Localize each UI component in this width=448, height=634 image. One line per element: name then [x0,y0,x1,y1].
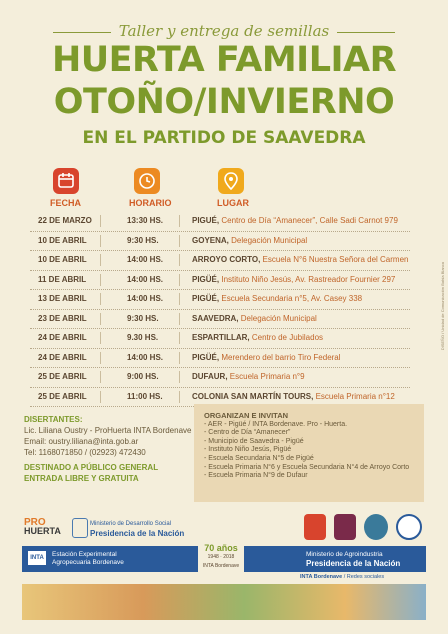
row-detail: Escuela Primaria n°12 [315,391,395,401]
ministerio-desarrollo-logo [90,520,184,538]
row-fecha: 22 DE MARZO [38,216,92,225]
destinado-line2: ENTRADA LIBRE Y GRATUITA [24,474,139,483]
row-fecha: 24 DE ABRIL [38,352,87,362]
row-horario: 9:30 HS. [127,235,159,245]
estacion-line2: Agropecuaria Bordenave [52,559,124,566]
ministerio-agro-logo [306,550,400,568]
presidencia-agro-text: Presidencia de la Nación [306,559,401,568]
row-place: PIGUÉ, [192,216,220,225]
subtitle: EN EL PARTIDO DE SAAVEDRA [82,128,366,148]
title-line2: OTOÑO/INVIERNO [53,82,395,122]
row-detail: Escuela Primaria n°9 [229,372,305,381]
row-place: ARROYO CORTO, [192,255,261,264]
column-header-horario: HORARIO [129,198,172,208]
schedule-row [30,310,410,330]
redes-sociales [300,574,384,580]
row-detail: Delegación Municipal [240,313,317,323]
row-horario: 9:30 HS. [127,313,159,323]
prohuerta-huerta: HUERTA [24,526,61,536]
organizan-item: - Escuela Primaria N°9 de Dufaur [204,472,308,480]
shield-icon [72,518,88,538]
ministerio-desarrollo-text: Ministerio de Desarrollo Social [90,521,172,527]
footer-illustration [22,584,426,620]
schedule-row [30,329,410,349]
instituto-logo [334,514,356,540]
disertantes-title: DISERTANTES: [24,415,83,424]
inta-band [22,543,426,572]
row-detail: Merendero del barrio Tiro Federal [221,352,341,362]
anos-range: 1948 · 2018 [207,554,235,560]
prohuerta-pro: PRO [24,517,46,528]
anos-inta: INTA Bordenave [202,563,240,569]
presidencia-text: Presidencia de la Nación [90,529,185,538]
organizan-title: ORGANIZAN E INVITAN [204,411,289,420]
organizan-item: - Escuela Primaria N°6 y Escuela Secundaria N°4 de Arroyo Corto [204,463,410,471]
schedule-row [30,368,410,388]
destinado-block [24,462,158,484]
organizan-item: - AER - Pigüé / INTA Bordenave. Pro - Huerta. [204,420,348,428]
estacion-line1: Estación Experimental [52,551,117,558]
row-place: ESPARTILLAR, [192,333,250,342]
schedule-row [30,232,410,252]
clock-icon [134,168,160,194]
schedule-row [30,271,410,291]
schedule-row [30,349,410,369]
row-detail: Delegación Municipal [231,235,308,245]
row-fecha: 13 DE ABRIL [38,294,87,303]
organizan-item: - Escuela Secundaria N°5 de Pigüé [204,454,314,462]
row-place: DUFAUR, [192,372,228,381]
schedule-table [30,212,410,407]
redes-name: INTA Bordenave [300,574,343,580]
row-fecha: 10 DE ABRIL [38,255,87,264]
row-fecha: 11 DE ABRIL [38,274,87,284]
row-detail: Escuela N°6 Nuestra Señora del Carmen [262,255,409,264]
kicker: Taller y entrega de semillas [0,22,448,40]
70-anos-logo [198,538,244,574]
row-horario: 14:00 HS. [127,274,164,284]
row-horario: 9.30 HS. [127,333,159,342]
row-detail: Instituto Niño Jesús, Av. Rastreador Fournier 297 [221,274,396,284]
municipio-logo [304,514,326,540]
row-fecha: 10 DE ABRIL [38,235,87,245]
row-horario: 14:00 HS. [127,352,164,362]
disertantes-block [24,414,194,458]
row-horario: 9:00 HS. [127,372,159,381]
disertantes-name: Lic. Liliana Oustry - ProHuerta INTA Bordenave [24,426,192,435]
row-place: GOYENA, [192,235,229,245]
schedule-row [30,212,410,232]
inta-logo: INTA [28,551,46,565]
organizan-box [194,404,424,502]
prohuerta-logo [24,518,61,536]
destinado-line1: DESTINADO A PÚBLICO GENERAL [24,463,159,472]
side-credit: DISEÑO / Unidad de Comunicación Bahía Blanca [440,262,445,351]
row-place: COLONIA SAN MARTÍN TOURS, [192,391,314,401]
row-place: PIGÜÉ, [192,352,220,362]
ministerio-agro-text: Ministerio de Agroindustria [306,551,383,558]
row-detail: Centro de Día “Amanecer”, Calle Sadi Carnot 979 [221,216,398,225]
row-fecha: 24 DE ABRIL [38,333,87,342]
disertantes-email: Email: oustry.liliana@inta.gob.ar [24,437,139,446]
column-header-fecha: FECHA [50,198,81,208]
row-fecha: 23 DE ABRIL [38,313,87,323]
anos-text: 70 años [204,543,238,553]
row-horario: 13:30 HS. [127,216,164,225]
disertantes-phone: Tel: 1168071850 / (02923) 472430 [24,448,146,457]
row-horario: 14:00 HS. [127,294,164,303]
column-header-lugar: LUGAR [217,198,249,208]
row-horario: 11:00 HS. [127,391,163,401]
organizan-item: - Centro de Día “Amanecer” [204,429,291,437]
row-fecha: 25 DE ABRIL [38,372,87,381]
centro-de-dia-logo [396,514,422,540]
row-detail: Escuela Secundaria n°5, Av. Casey 338 [221,294,363,303]
row-detail: Centro de Jubilados [251,333,324,342]
row-place: PIGÜÉ, [192,274,220,284]
schedule-row [30,251,410,271]
calendar-icon [53,168,79,194]
title-line1: HUERTA FAMILIAR [51,40,397,80]
row-fecha: 25 DE ABRIL [38,391,87,401]
estacion-text [52,551,124,567]
escuela-logo [364,514,388,540]
row-place: PIGÜÉ, [192,294,220,303]
row-horario: 14:00 HS. [127,255,164,264]
location-pin-icon [218,168,244,194]
row-place: SAAVEDRA, [192,313,239,323]
redes-label: / Redes sociales [343,574,385,580]
schedule-row [30,290,410,310]
organizan-item: - Instituto Niño Jesús, Pigüé [204,446,292,454]
organizan-item: - Municipio de Saavedra - Pigüé [204,437,304,445]
